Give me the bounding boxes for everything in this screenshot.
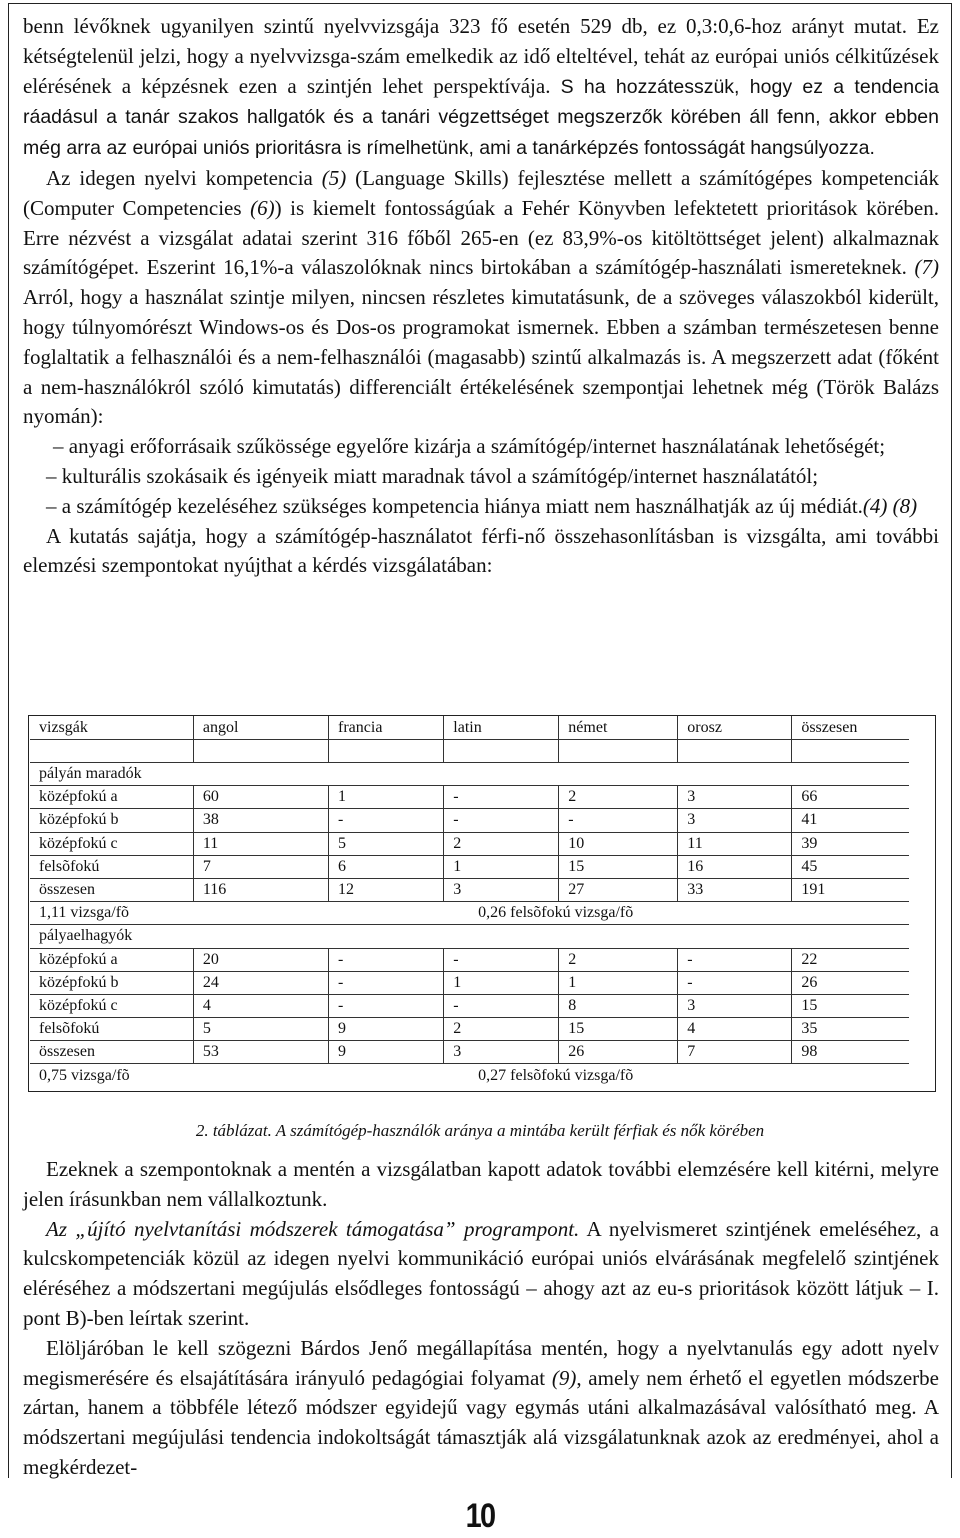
table-cell: 4 <box>678 1018 792 1041</box>
table-cell: 15 <box>559 1018 678 1041</box>
table-cell <box>792 740 909 763</box>
table-cell <box>678 740 792 763</box>
table-row <box>30 878 909 901</box>
paragraph-6: Elöljáróban le kell szögezni Bárdos Jenő megállapítása mentén, hogy a nyelvtanulás egy adott nyelv megismerésére és elsajátítására irányuló pedagógiai folyamat (9), amely nem érhető el egyetlen módszerbe zártan, hanem a többféle létező módszer egyidejű vagy egymás utáni alkalmazásával valósítható meg. A módszertani megújulási tendencia indokoltságát támasztják alá vizsgálatunknak azok az eredményei, ahol a megkérdezet- <box>23 1335 939 1479</box>
table-cell: középfokú a <box>30 786 193 809</box>
table-cell: 9 <box>329 1018 444 1041</box>
table-cell: 0,75 vizsga/fõ <box>30 1064 193 1087</box>
table-cell: 10 <box>559 832 678 855</box>
table-row <box>30 1041 909 1064</box>
table-blank-row <box>30 740 909 763</box>
paragraph-2: Az idegen nyelvi kompetencia (5) (Language Skills) fejlesztése mellett a számítógépes kompetenciák (Computer Competencies (6)) is kiemelt fontosságúak a Fehér Könyvben lefektetett prioritások körében. Erre nézvést a vizsgálat adatai szerint 316 főből 265-en (ez 83,9%-os kitöltöttséget jelent) alkalmaznak számítógépet. Eszerint 16,1%-a válaszolóknak nincs birtokában a számítógép-használati ismereteknek. (7) Arról, hogy a használat szintje milyen, nincsen részletes kimutatásunk, de a szöveges válaszokból kiderült, hogy túlnyomórészt Windows-os és Dos-os programokat ismernek. Ebben a számban természetesen benne foglaltatik a felhasználói és a nem-felhasználói (magasabb) szintű alkalmazás is. A megszerzett adat (főként a nem-használókról szóló kimutatás) differenciált értékelésének szempontjai lehetnek még (Török Balázs nyomán): <box>23 165 940 429</box>
table-caption: 2. táblázat. A számítógép-használók aránya a mintába került férfiak és nők körében <box>195 1121 765 1140</box>
table-section-label <box>30 763 909 786</box>
table-cell: 0,27 felsõfokú vizsga/fõ <box>193 1064 909 1087</box>
table-cell: 53 <box>193 1041 328 1064</box>
table-cell: 22 <box>792 948 909 971</box>
table-cell: összesen <box>792 716 909 740</box>
table-cell: pályaelhagyók <box>30 925 909 948</box>
table-cell: 33 <box>678 878 792 901</box>
table-cell: 41 <box>792 809 909 832</box>
table-row <box>30 832 909 855</box>
dash-item-2: – kulturális szokásaik és igényeik miatt maradnak távol a számítógép/internet használatától; <box>46 463 819 488</box>
table-cell: német <box>559 716 678 740</box>
table-cell: 8 <box>559 994 678 1017</box>
table-cell: 1,11 vizsga/fõ <box>30 902 193 925</box>
table-cell: 191 <box>792 878 909 901</box>
table-cell: felsõfokú <box>30 1018 193 1041</box>
table-cell: francia <box>329 716 444 740</box>
table-cell: 3 <box>444 878 559 901</box>
table-cell: 116 <box>193 878 328 901</box>
table-row <box>30 809 909 832</box>
table-cell: összesen <box>30 878 193 901</box>
table-cell: felsõfokú <box>30 855 193 878</box>
table-cell: vizsgák <box>39 718 88 736</box>
paragraph-1: benn lévőknek ugyanilyen szintű nyelvvizsgája 323 fő esetén 529 db, ez 0,3:0,6-hoz arányt mutat. Ez kétségtelenül jelzi, hogy a nyelvvizsga-szám emelkedik az idő elteltével, tehát az európai uniós célkitűzések elérésének a képzésnek ezen a szintjén lehet perspektívája. S ha hozzátesszük, hogy ez a tendencia ráadásul a tanár szakos hallgatók és a tanári végzettséget megszerzők körében áll fenn, akkor ebben még arra az európai uniós prioritásra is rímelhetünk, ami a tanárképzés fontosságát hangsúlyozza. <box>23 14 939 160</box>
dash-item-3: – a számítógép kezeléséhez szükséges kompetencia hiánya miatt nem használhatják az új médiát.(4) (8) <box>46 493 918 518</box>
table-cell: 60 <box>193 786 328 809</box>
table-cell: 6 <box>329 855 444 878</box>
table-cell: 4 <box>193 994 328 1017</box>
table-cell: 0,26 felsõfokú vizsga/fõ <box>193 902 909 925</box>
table-row <box>30 855 909 878</box>
table-row <box>30 971 909 994</box>
table-cell: 11 <box>678 832 792 855</box>
table-cell: 3 <box>678 786 792 809</box>
table-ratio-row <box>30 902 909 925</box>
table-cell: - <box>678 948 792 971</box>
table-cell: - <box>444 809 559 832</box>
table-cell: 38 <box>193 809 328 832</box>
table-cell: - <box>329 809 444 832</box>
table-cell: - <box>444 994 559 1017</box>
table-cell: 98 <box>792 1041 909 1064</box>
table-cell: pályán maradók <box>30 763 909 786</box>
table-row <box>30 786 909 809</box>
table-cell: középfokú b <box>30 809 193 832</box>
reference-4-8: (4) (8) <box>862 493 918 518</box>
table-cell: - <box>444 786 559 809</box>
exam-statistics-table <box>30 716 909 1087</box>
table-cell: 12 <box>329 878 444 901</box>
table-cell: 11 <box>193 832 328 855</box>
table-cell: 45 <box>792 855 909 878</box>
table-cell <box>559 740 678 763</box>
table-cell: - <box>329 948 444 971</box>
table-cell: 5 <box>193 1018 328 1041</box>
reference-7: (7) <box>914 255 939 280</box>
reference-9: (9) <box>551 1365 577 1390</box>
table-cell: orosz <box>678 716 792 740</box>
dash-item-1: – anyagi erőforrásaik szűkössége egyelőre kizárja a számítógép/internet használatának lehetőségét; <box>53 434 886 459</box>
table-cell: - <box>329 971 444 994</box>
table-cell: összesen <box>30 1041 193 1064</box>
table-cell: 2 <box>559 948 678 971</box>
table-cell <box>329 740 444 763</box>
table-cell: - <box>329 994 444 1017</box>
table-cell: 26 <box>559 1041 678 1064</box>
table-row <box>30 994 909 1017</box>
body-text-upper <box>23 12 939 581</box>
table-cell <box>30 740 193 763</box>
table-cell: - <box>444 948 559 971</box>
table-header-row <box>30 716 909 740</box>
table-cell: angol <box>193 716 328 740</box>
table-cell <box>444 740 559 763</box>
table-cell: 1 <box>444 855 559 878</box>
table-cell: 66 <box>792 786 909 809</box>
table-cell: 2 <box>444 832 559 855</box>
paragraph-3: A kutatás sajátja, hogy a számítógép-használatot férfi-nő összehasonlításban is vizsgálta, ami további elemzési szempontokat nyújthat a kérdés vizsgálatában: <box>23 523 939 578</box>
table-cell: középfokú c <box>30 832 193 855</box>
body-text-lower <box>23 1155 939 1483</box>
table-cell: 35 <box>792 1018 909 1041</box>
table-cell: 20 <box>193 948 328 971</box>
page-frame-right <box>951 3 952 1478</box>
table-frame <box>28 715 936 1092</box>
reference-5: (5) <box>321 165 347 190</box>
table-cell: középfokú b <box>30 971 193 994</box>
page-frame-top <box>8 3 952 4</box>
table-row <box>30 1018 909 1041</box>
page-number: 10 <box>465 1497 495 1535</box>
table-cell: 15 <box>792 994 909 1017</box>
table-cell: 27 <box>559 878 678 901</box>
table-cell: 7 <box>193 855 328 878</box>
table-cell: - <box>559 809 678 832</box>
table-cell: középfokú c <box>30 994 193 1017</box>
table-cell: 1 <box>444 971 559 994</box>
table-cell: 5 <box>329 832 444 855</box>
table-cell: 3 <box>678 994 792 1017</box>
table-cell: 1 <box>329 786 444 809</box>
table-cell: 2 <box>559 786 678 809</box>
table-cell: 39 <box>792 832 909 855</box>
table-cell: 2 <box>444 1018 559 1041</box>
table-cell: 1 <box>559 971 678 994</box>
paragraph-4: Ezeknek a szempontoknak a mentén a vizsgálatban kapott adatok további elemzésére kell kitérni, melyre jelen írásunkban nem vállalkoztunk. <box>23 1157 939 1211</box>
table-section-label <box>30 925 909 948</box>
table-cell <box>193 740 328 763</box>
table-cell: 16 <box>678 855 792 878</box>
page-frame-left <box>8 3 9 1478</box>
table-cell: 15 <box>559 855 678 878</box>
table-cell: középfokú a <box>30 948 193 971</box>
program-point-title: Az „újító nyelvtanítási módszerek támogatása” programpont. <box>46 1216 580 1241</box>
table-cell: 7 <box>678 1041 792 1064</box>
table-cell: 3 <box>444 1041 559 1064</box>
reference-6: (6) <box>250 195 275 220</box>
table-cell: 24 <box>193 971 328 994</box>
table-cell: 3 <box>678 809 792 832</box>
table-row <box>30 948 909 971</box>
paragraph-5: Az „újító nyelvtanítási módszerek támogatása” programpont. A nyelvismeret szintjének emeléséhez, a kulcskompetenciák közül az idegen nyelvi kommunikáció európai uniós elvárásának megfelelő szintjének eléréséhez a módszertani megújulás elsődleges fontosságú – ahogy azt az eu-s prioritások között látjuk – I. pont B)-ben leírtak szerint. <box>23 1216 939 1330</box>
table-cell: 26 <box>792 971 909 994</box>
table-cell: latin <box>444 716 559 740</box>
table-ratio-row <box>30 1064 909 1087</box>
table-cell: 9 <box>329 1041 444 1064</box>
table-cell: - <box>678 971 792 994</box>
